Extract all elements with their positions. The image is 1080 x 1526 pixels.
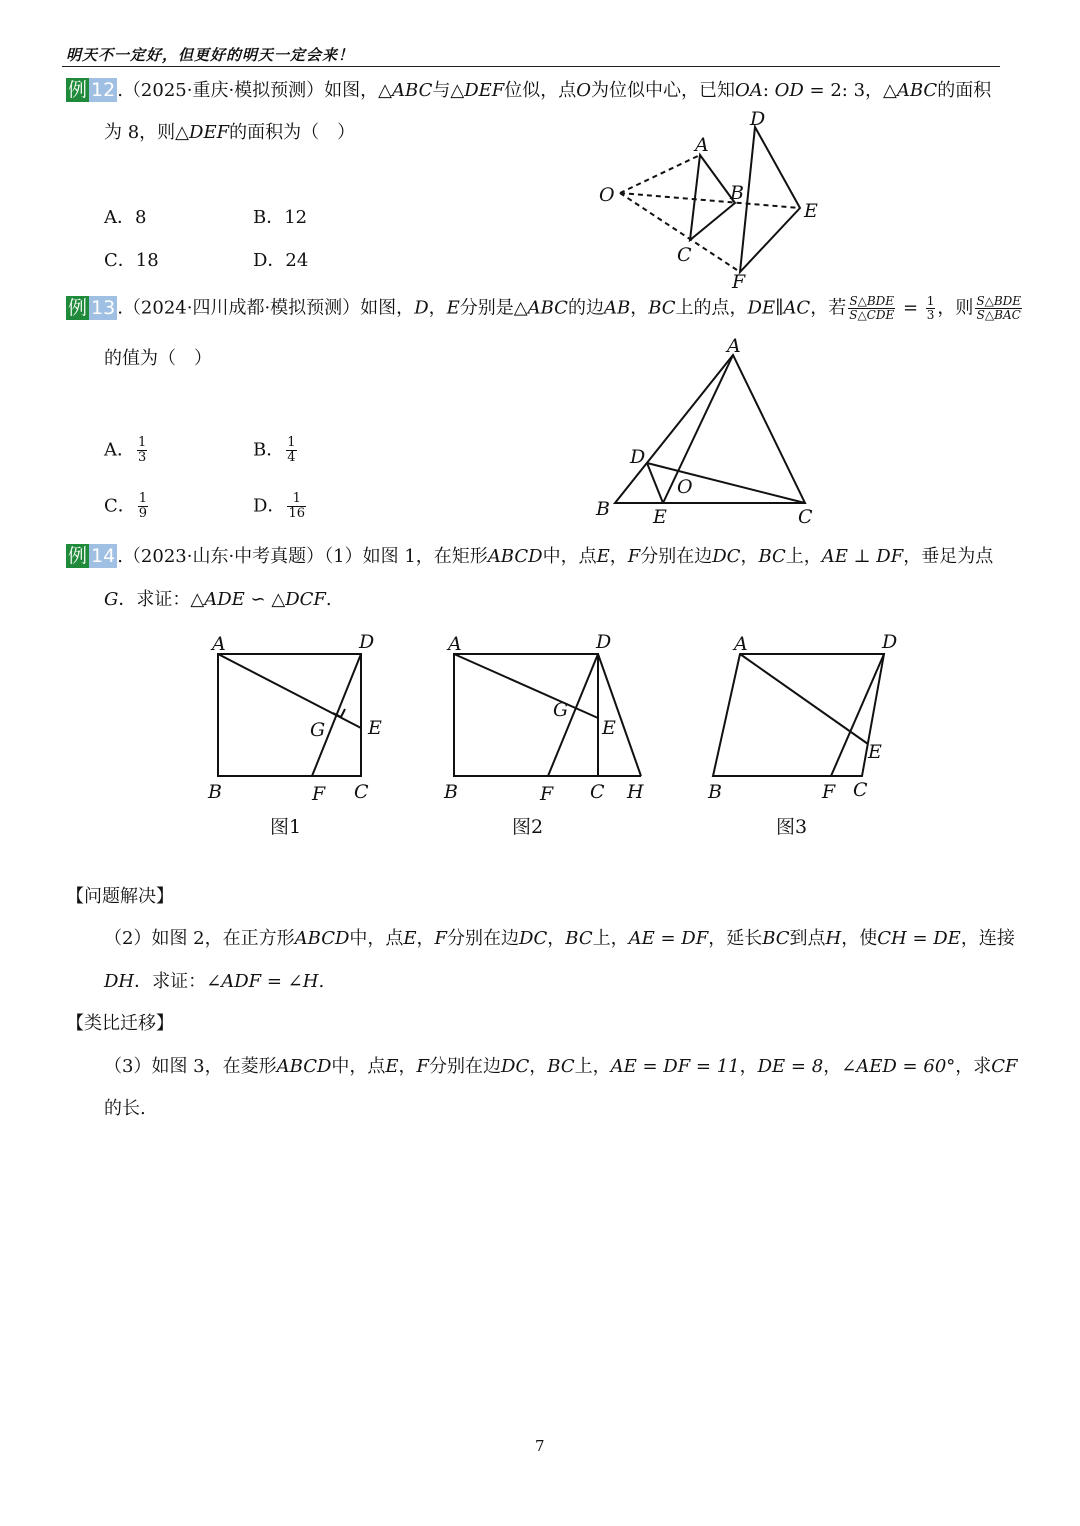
q13-option-b: B． $\frac{1}{4}$ [253, 435, 296, 465]
q14-figure-3-caption: 图3 [776, 816, 808, 838]
q14-figure-2 [436, 628, 656, 808]
q13-ratio2: $\frac{\text{S△BDE}}{\text{S△BAC}}$ [976, 294, 1022, 322]
q14-tag: 例 14 [68, 545, 116, 567]
q13-option-c: C． $\frac{1}{9}$ [104, 491, 148, 521]
q13-label-C: C [798, 506, 813, 528]
fig3-label-E: E [868, 741, 882, 763]
q12-option-d: D．24 [253, 250, 309, 271]
q14-figure-1-caption: 图1 [270, 816, 302, 838]
q14-part2-line2: DH．求证：∠ADF = ∠H. [104, 971, 325, 992]
q12-label-O: O [599, 184, 615, 206]
fig3-label-F: F [822, 781, 836, 803]
q13-tag: 例 13 [68, 296, 116, 319]
q14-part3-line1: （3）如图 3，在菱形ABCD中，点E，F分别在边DC，BC上，AE = DF = 11，DE = 8，∠AED = 60°，求CF [104, 1056, 1018, 1077]
fig3-label-B: B [708, 781, 722, 803]
fig1-label-A: A [212, 633, 226, 655]
q13-line1: 例 13 .（2024·四川成都·模拟预测）如图，D，E分别是△ABC的边AB，BC上的点，DE∥AC，若 $\frac{\text{S△BDE}}{\text{S△CDE}}$ = $\frac{1}{3}$ ，则 $\frac{\text{S△BDE}}{\text{S△BAC}}$ [68, 294, 1022, 322]
q12-option-a: A．8 [104, 207, 147, 228]
fig2-label-G: G [553, 699, 569, 721]
fig2-label-H: H [627, 781, 644, 803]
fig1-label-B: B [208, 781, 222, 803]
q12-option-b: B．12 [253, 207, 308, 228]
q13-line2: 的值为（ ） [104, 348, 212, 369]
q14-line1: 例 14 .（2023·山东·中考真题）（1）如图 1，在矩形ABCD中，点E，F分别在边DC，BC上，AE ⊥ DF，垂足为点 [68, 545, 994, 567]
q14-line2: G．求证：△ADE ∽ △DCF. [104, 589, 332, 610]
q13-triangle-figure [590, 335, 830, 530]
q12-line2: 为 8，则△DEF的面积为（ ） [104, 122, 356, 143]
fig2-label-E: E [602, 717, 616, 739]
q12-label-F: F [732, 271, 746, 290]
q12-label-A: A [695, 134, 709, 156]
q13-label-D: D [630, 446, 646, 468]
fig1-label-F: F [312, 783, 326, 805]
header-motto: 明天不一定好，但更好的明天一定会来！ [66, 46, 355, 64]
q13-option-a: A． $\frac{1}{3}$ [104, 435, 147, 465]
q13-one-third: $\frac{1}{3}$ [926, 294, 935, 322]
fig2-label-B: B [444, 781, 458, 803]
q14-part2-line1: （2）如图 2，在正方形ABCD中，点E，F分别在边DC，BC上，AE = DF，延长BC到点H，使CH = DE，连接 [104, 928, 1015, 949]
q12-label-D: D [750, 108, 766, 130]
fig1-label-E: E [368, 717, 382, 739]
fig1-label-C: C [354, 781, 369, 803]
q14-figure-3 [696, 628, 916, 808]
fig2-label-A: A [448, 633, 462, 655]
fig2-label-F: F [540, 783, 554, 805]
fig2-label-C: C [590, 781, 605, 803]
fig1-label-D: D [359, 631, 375, 653]
q13-label-B: B [596, 498, 610, 520]
section-analogy: 【类比迁移】 [66, 1013, 174, 1034]
section-problem-solving: 【问题解决】 [66, 886, 174, 907]
q14-part3-line2: 的长. [104, 1098, 146, 1119]
header-rule [62, 66, 1000, 67]
q12-line1: 例 12 .（2025·重庆·模拟预测）如图，△ABC与△DEF位似，点O为位似中心，已知OA: OD = 2: 3，△ABC的面积 [68, 79, 992, 101]
q12-label-B: B [730, 182, 744, 204]
q13-ratio1: $\frac{\text{S△BDE}}{\text{S△CDE}}$ [849, 294, 895, 322]
q12-option-c: C．18 [104, 250, 159, 271]
q14-figure-1 [200, 628, 400, 808]
q12-label-E: E [804, 200, 818, 222]
q13-label-O: O [677, 476, 693, 498]
fig2-label-D: D [596, 631, 612, 653]
q12-homothety-figure [590, 105, 830, 290]
q13-option-d: D． $\frac{1}{16}$ [253, 491, 305, 521]
fig3-label-D: D [882, 631, 898, 653]
q13-label-E: E [653, 506, 667, 528]
fig3-label-A: A [734, 633, 748, 655]
q14-figure-2-caption: 图2 [512, 816, 544, 838]
q12-tag: 例 12 [68, 79, 116, 101]
q12-label-C: C [677, 244, 692, 266]
fig3-label-C: C [853, 779, 868, 801]
page-number: 7 [535, 1437, 545, 1455]
q13-label-A: A [727, 335, 741, 357]
fig1-label-G: G [310, 719, 326, 741]
